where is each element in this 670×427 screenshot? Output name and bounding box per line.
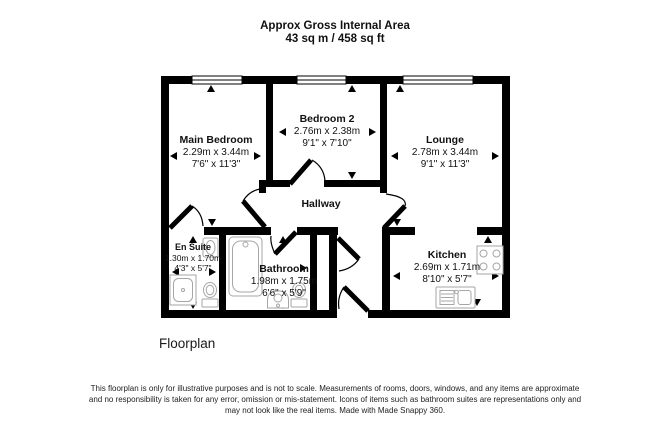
door-icon bbox=[338, 238, 359, 271]
room-size-imperial: 6'6" x 5'9" bbox=[262, 288, 306, 299]
room-label-main-bedroom bbox=[180, 134, 253, 172]
hob-icon bbox=[477, 246, 503, 274]
window-icon bbox=[297, 76, 346, 84]
room-size-metric: 1.98m x 1.75m bbox=[250, 275, 318, 287]
room-size-imperial: 8'10" x 5'7" bbox=[422, 274, 472, 285]
door-icon bbox=[339, 287, 368, 311]
room-size-metric: 2.76m x 2.38m bbox=[293, 125, 361, 137]
disclaimer-line: may not look like the real items. Made with Made Snappy 360. bbox=[224, 405, 446, 415]
floorplan-caption: Floorplan bbox=[159, 336, 216, 351]
sink-with-drainer-icon bbox=[436, 287, 475, 308]
room-size-imperial: 9'1" x 11'3" bbox=[420, 159, 470, 170]
room-size-metric: 2.78m x 3.44m bbox=[411, 146, 479, 158]
room-label-bedroom-2 bbox=[294, 113, 360, 151]
toilet-icon bbox=[202, 283, 218, 308]
disclaimer bbox=[0, 384, 670, 416]
shower-tray-icon bbox=[170, 275, 196, 305]
room-size-metric: 2.69m x 1.71m bbox=[413, 261, 481, 273]
window-icon bbox=[192, 76, 242, 84]
room-name: Hallway bbox=[301, 198, 341, 210]
room-size-imperial: 7'6" x 11'3" bbox=[191, 159, 241, 170]
room-label-lounge bbox=[412, 134, 478, 172]
room-size-imperial: 9'1" x 7'10" bbox=[302, 138, 352, 149]
room-size-metric: 2.29m x 3.44m bbox=[182, 146, 250, 158]
room-size-imperial: 4'3" x 5'7" bbox=[174, 263, 212, 273]
room-name: Kitchen bbox=[427, 249, 467, 261]
room-label-kitchen bbox=[414, 249, 480, 287]
header-area-value: 43 sq m / 458 sq ft bbox=[285, 33, 385, 45]
door-icon bbox=[243, 189, 265, 227]
door-icon bbox=[170, 206, 203, 228]
windows-group bbox=[192, 76, 473, 84]
door-icon bbox=[384, 194, 405, 228]
room-name: Bathroom bbox=[259, 263, 309, 275]
room-name: Main Bedroom bbox=[179, 134, 253, 146]
door-icon bbox=[290, 160, 325, 184]
disclaimer-line: and no responsibility is taken for any error, omission or mis-statement. Icons of items such as bathroom suites are representations only and bbox=[88, 394, 582, 404]
room-name: En Suite bbox=[174, 242, 212, 252]
room-label-en-suite bbox=[165, 242, 221, 274]
disclaimer-line: This floorplan is only for illustrative purposes and is not to scale. Measurements of rooms, doors, windows, and any items are approximate bbox=[90, 384, 580, 393]
room-name: Lounge bbox=[426, 134, 464, 146]
window-icon bbox=[403, 76, 473, 84]
room-name: Bedroom 2 bbox=[299, 113, 355, 125]
gross-internal-area-header bbox=[0, 20, 670, 46]
room-size-metric: 1.30m x 1.70m bbox=[164, 252, 222, 263]
room-label-hallway bbox=[301, 198, 340, 211]
room-label-bathroom bbox=[251, 263, 317, 301]
header-title: Approx Gross Internal Area bbox=[260, 20, 410, 32]
